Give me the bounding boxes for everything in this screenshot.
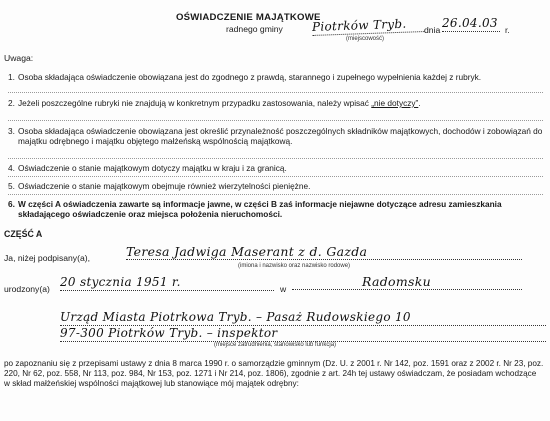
item-number: 2. <box>8 98 15 108</box>
instruction-item-6 <box>8 199 543 219</box>
document-subtitle: radnego gminy <box>226 24 283 34</box>
divider <box>8 176 543 177</box>
divider <box>8 194 543 195</box>
instruction-item-2 <box>8 98 543 108</box>
birth-date-field: 20 stycznia 1951 r. <box>60 275 274 291</box>
instruction-item-4 <box>8 163 543 173</box>
part-a-heading: CZĘŚĆ A <box>4 229 43 239</box>
item-text: W części A oświadczenia zawarte są informacje jawne, w części B zaś informacje niejawne dotyczące adresu zamieszkania składającego oświadczenie oraz miejsca położenia nieruchomości. <box>18 199 502 220</box>
item-text: Jeżeli poszczególne rubryki nie znajdują w konkretnym przypadku zastosowania, należy wpisać <box>18 98 369 108</box>
signed-caption: (imiona i nazwisko oraz nazwisko rodowe) <box>238 263 351 269</box>
item-number: 3. <box>8 126 15 136</box>
instruction-item-5 <box>8 181 543 191</box>
gmina-field: Piotrków Tryb. <box>312 16 424 36</box>
signed-name-field: Teresa Jadwiga Maserant z d. Gazda <box>126 244 522 260</box>
date-label: dnia <box>424 25 441 35</box>
date-field: 26.04.03 <box>442 16 500 32</box>
gmina-caption: (miejscowość) <box>346 36 385 42</box>
instruction-item-3 <box>8 126 543 146</box>
divider <box>8 92 543 93</box>
signed-label: Ja, niżej podpisany(a), <box>4 253 90 263</box>
statement-text: po zapoznaniu się z przepisami ustawy z dnia 8 marca 1990 r. o samorządzie gminnym (Dz. U. z 2001 r. Nr 142, poz. 1591 oraz z 2002 r. Nr 23, poz. 220, Nr 62, poz. 558, Nr 113, poz. 984, Nr 153, poz. 1271 i Nr 214, poz. 1806), zgodnie z art. 24h tej ustawy oświadczam, że posiadam wchodzące w skład małżeńskiej wspólności majątkowej lub stanowiące mój majątek odrębny: <box>4 359 544 388</box>
birth-place-field: Radomsku <box>292 274 522 290</box>
divider <box>8 158 543 159</box>
workplace-line-1: Urząd Miasta Piotrkowa Tryb. – Pasaż Rudowskiego 10 <box>60 310 546 326</box>
date-suffix: r. <box>505 25 510 35</box>
item-number: 4. <box>8 163 15 173</box>
item-text-end: . <box>418 98 421 108</box>
item-text: Oświadczenie o stanie majątkowym obejmuje również wierzytelności pieniężne. <box>18 181 311 191</box>
born-in-label: w <box>280 284 287 294</box>
workplace-line-2: 97-300 Piotrków Tryb. – inspektor <box>60 326 546 342</box>
instructions-heading: Uwaga: <box>4 53 34 63</box>
divider <box>8 120 543 121</box>
document-title: OŚWIADCZENIE MAJĄTKOWE <box>176 12 321 23</box>
item-number: 1. <box>8 72 15 82</box>
item-text: Osoba składająca oświadczenie obowiązana jest do zgodnego z prawdą, starannego i zupełnego wypełnienia każdej z rubryk. <box>18 72 482 82</box>
item-number: 6. <box>8 199 15 209</box>
item-quote: „nie dotyczy” <box>371 98 419 108</box>
item-text: Osoba składająca oświadczenie obowiązana jest określić przynależność poszczególnych składników majątkowych, dochodów i zobowiązań do majątku odrębnego i majątku objętego małżeńską wspólnością majątkową. <box>18 126 543 147</box>
item-text: Oświadczenie o stanie majątkowym dotyczy majątku w kraju i za granicą. <box>18 163 287 173</box>
workplace-caption: (miejsce zatrudnienia, stanowisko lub funkcja) <box>214 342 337 348</box>
born-label: urodzony(a) <box>4 284 50 294</box>
item-number: 5. <box>8 181 15 191</box>
instruction-item-1 <box>8 72 543 82</box>
